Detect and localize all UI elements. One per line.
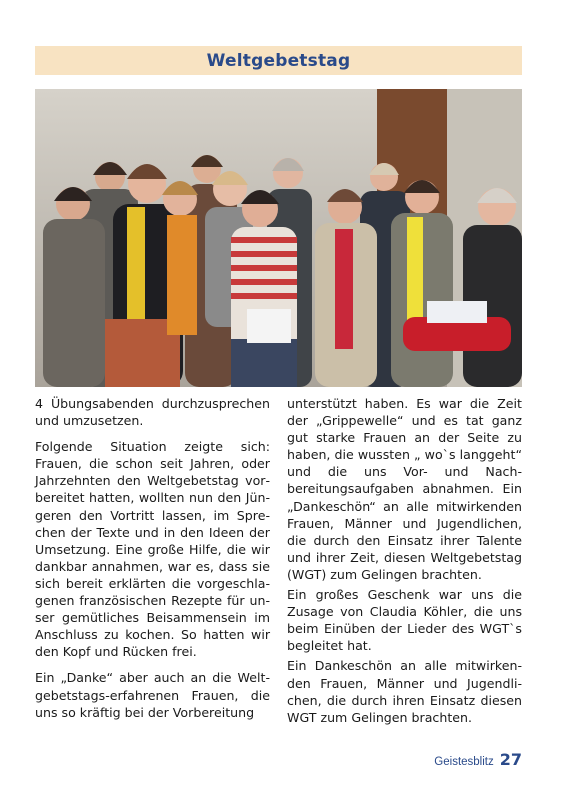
paragraph: Ein großes Geschenk war uns die Zusage von Claudia Köhler, die uns beim Einüben der Lieder des WGT`s begleitet hat. — [287, 587, 522, 654]
paragraph: 4 Übungsabenden durchzusprechen und umzusetzen. — [35, 396, 270, 429]
page-footer — [434, 750, 522, 769]
title-banner — [35, 46, 522, 75]
magazine-name: Geistesblitz — [434, 756, 494, 768]
paragraph: Ein Dankeschön an alle mitwirkenden Frauen, Männer und Jugendlichen, die durch ihren Einsatz diesen WGT zum Gelingen brachten. — [287, 658, 522, 725]
group-photo — [35, 89, 522, 387]
paragraph: Ein „Danke“ aber auch an die Weltgebetstags-erfahrenen Frauen, die uns so kräftig bei der Vorbereitung — [35, 670, 270, 720]
group-photo-illustration — [35, 89, 522, 387]
page-number: 27 — [499, 750, 522, 769]
paragraph: unterstützt haben. Es war die Zeit der „Grippewelle“ und es tat ganz gut starke Frauen an der Seite zu haben, die wussten „ wo`s langgeht“ und die uns Vor- und Nachbereitungsaufgaben abnahmen. Ein „Dankeschön“ an alle mitwirkenden Frauen, Männer und Jugendlichen, die durch den Einsatz ihrer Talente und ihrer Zeit, diesen Weltgebetstag (WGT) zum Gelingen brachten. — [287, 396, 522, 582]
text-column-right — [287, 395, 522, 726]
paragraph: Folgende Situation zeigte sich: Frauen, die schon seit Jahren, oder Jahrzehnten den Weltgebetstag vorbereitet hatten, wollten nun den Jüngeren den Vortritt lassen, im Sprechen der Texte und in den Ideen der Umsetzung. Eine große Hilfe, die wir dankbar annahmen, war es, dass sie sich bereit erklärten die vorgeschlagenen französischen Rezepte für unser gemütliches Beisammensein im Anschluss zu kochen. So hatten wir den Kopf und Rücken frei. — [35, 439, 270, 660]
text-column-left — [35, 395, 270, 721]
page-title: Weltgebetstag — [206, 50, 351, 71]
